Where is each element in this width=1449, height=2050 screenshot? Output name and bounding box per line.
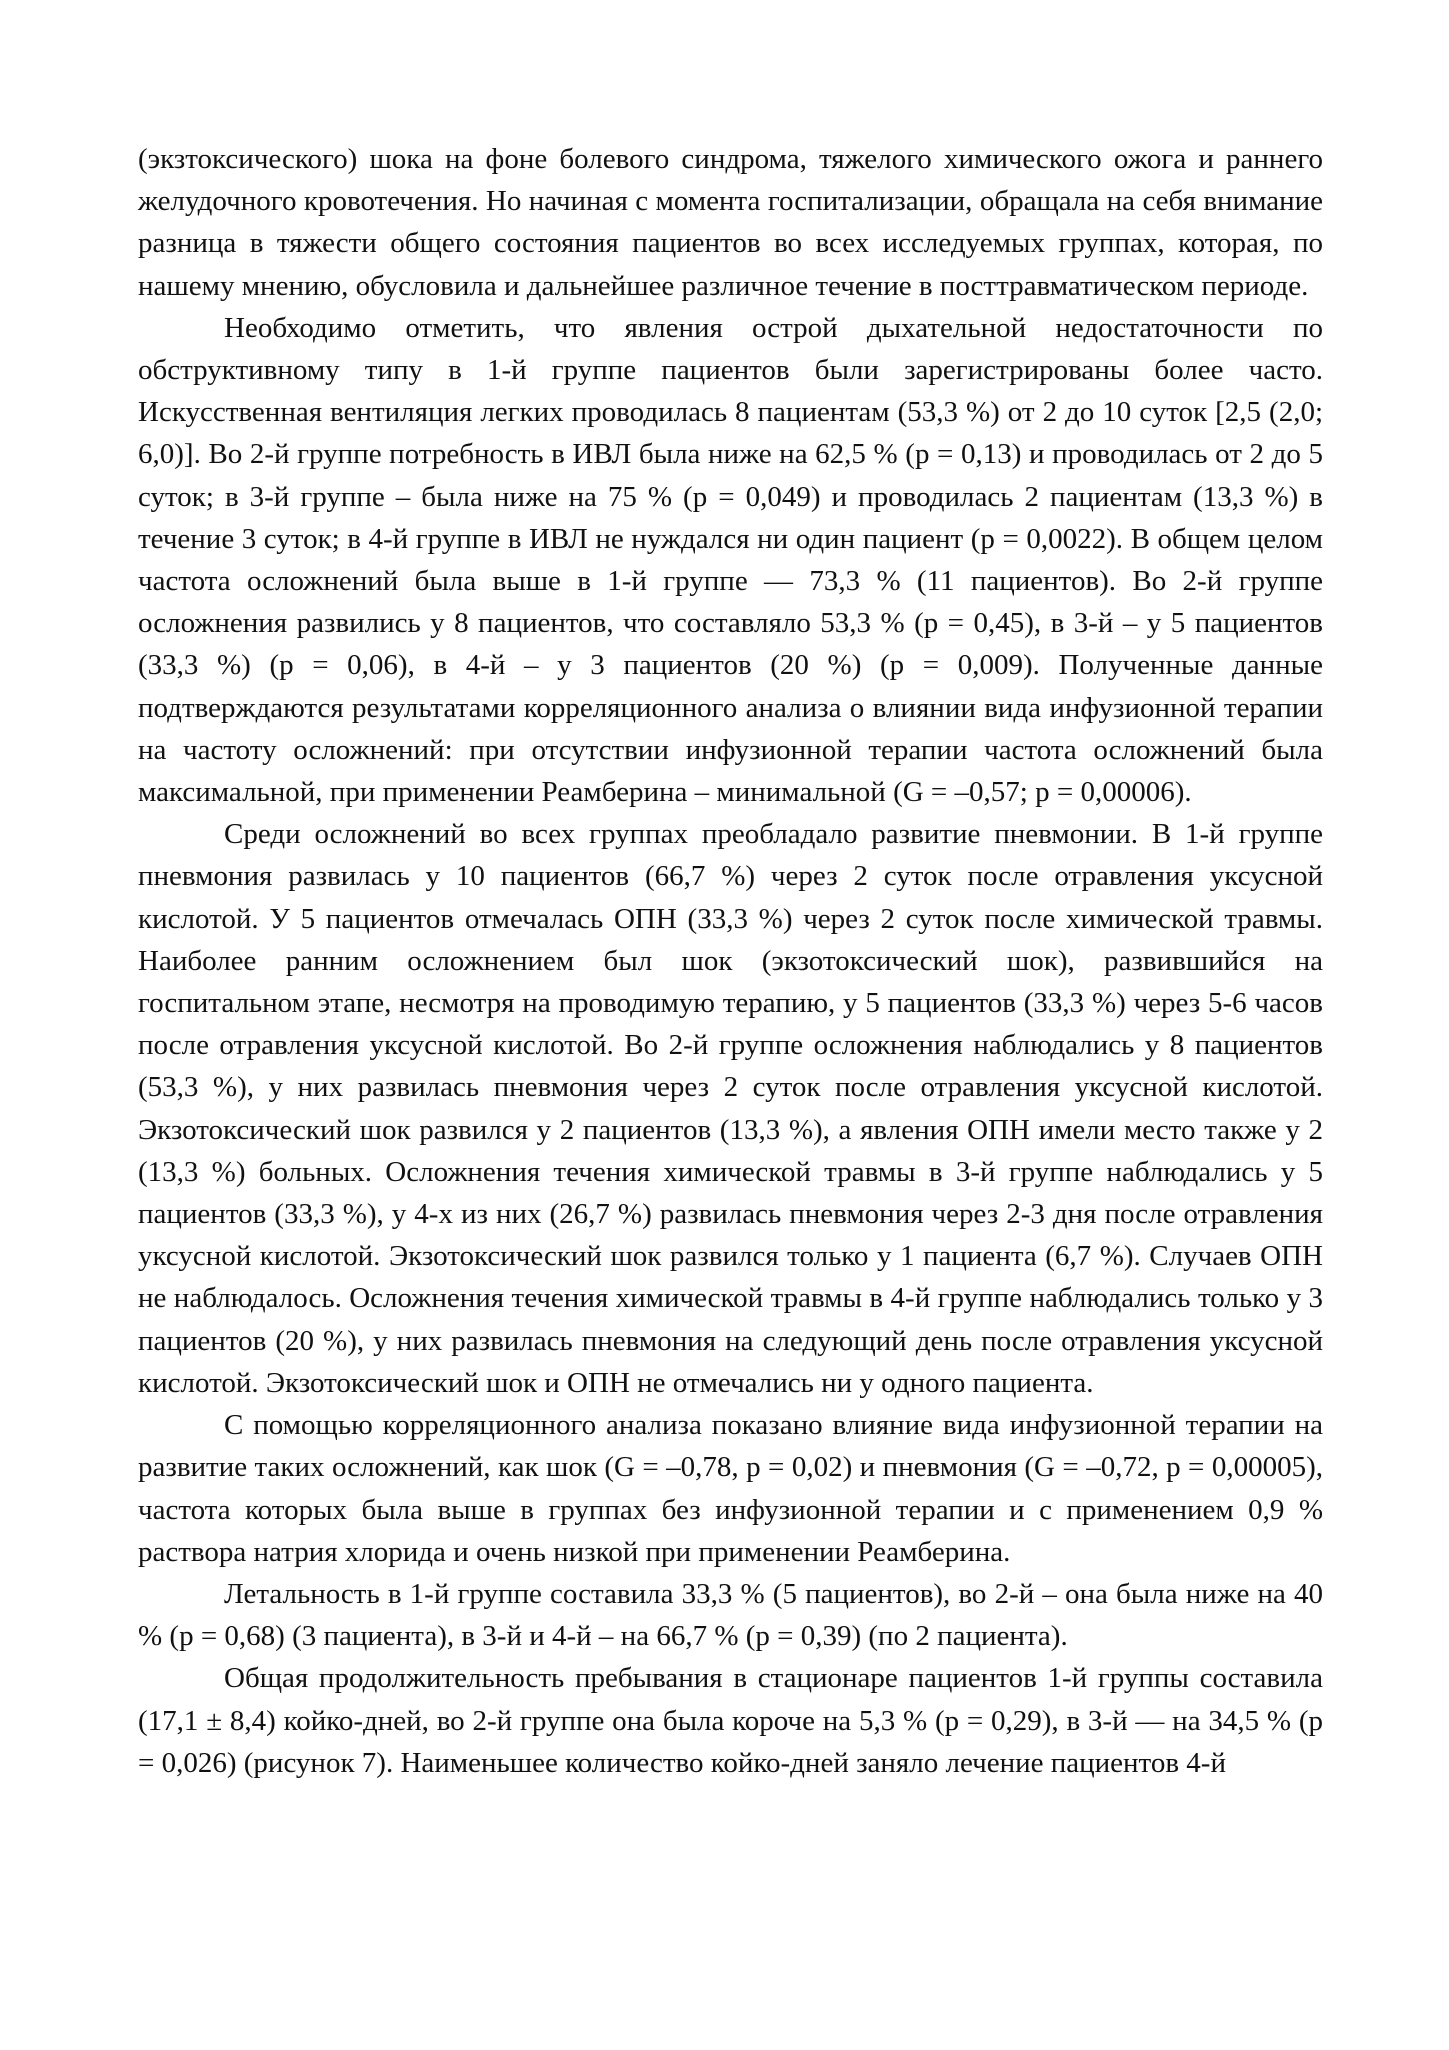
- paragraph-shock-continuation: (экзтоксического) шока на фоне болевого синдрома, тяжелого химического ожога и раннего желудочного кровотечения. Но начиная с момента госпитализации, обращала на себя внимание разница в тяжести общего состояния пациентов во всех исследуемых группах, которая, по нашему мнению, обусловила и дальнейшее различное течение в посттравматическом периоде.: [138, 143, 1323, 302]
- paragraph-complications: Среди осложнений во всех группах преобладало развитие пневмонии. В 1-й группе пневмония развилась у 10 пациентов (66,7 %) через 2 суток после отравления уксусной кислотой. У 5 пациентов отмечалась ОПН (33,3 %) через 2 суток после химической травмы. Наиболее ранним осложнением был шок (экзотоксический шок), развившийся на госпитальном этапе, несмотря на проводимую терапию, у 5 пациентов (33,3 %) через 5-6 часов после отравления уксусной кислотой. Во 2-й группе осложнения наблюдались у 8 пациентов (53,3 %), у них развилась пневмония через 2 суток после отравления уксусной кислотой. Экзотоксический шок развился у 2 пациентов (13,3 %), а явления ОПН имели место также у 2 (13,3 %) больных. Осложнения течения химической травмы в 3-й группе наблюдались у 5 пациентов (33,3 %), у 4-х из них (26,7 %) развилась пневмония через 2-3 дня после отравления уксусной кислотой. Экзотоксический шок развился только у 1 пациента (6,7 %). Случаев ОПН не наблюдалось. Осложнения течения химической травмы в 4-й группе наблюдались только у 3 пациентов (20 %), у них развилась пневмония на следующий день после отравления уксусной кислотой. Экзотоксический шок и ОПН не отмечались ни у одного пациента.: [138, 818, 1323, 1399]
- paragraph-correlation-analysis: С помощью корреляционного анализа показано влияние вида инфузионной терапии на развитие таких осложнений, как шок (G = –0,78, p = 0,02) и пневмония (G = –0,72, p = 0,00005), частота которых была выше в группах без инфузионной терапии и с применением 0,9 % раствора натрия хлорида и очень низкой при применении Реамберина.: [138, 1409, 1323, 1568]
- paragraph-mortality: Летальность в 1-й группе составила 33,3 % (5 пациентов), во 2-й – она была ниже на 40 % (p = 0,68) (3 пациента), в 3-й и 4-й – на 66,7 % (p = 0,39) (по 2 пациента).: [138, 1577, 1323, 1653]
- paragraph-respiratory-failure: Необходимо отметить, что явления острой дыхательной недостаточности по обструктивному типу в 1-й группе пациентов были зарегистрированы более часто. Искусственная вентиляция легких проводилась 8 пациентам (53,3 %) от 2 до 10 суток [2,5 (2,0; 6,0)]. Во 2-й группе потребность в ИВЛ была ниже на 62,5 % (p = 0,13) и проводилась от 2 до 5 суток; в 3-й группе – была ниже на 75 % (p = 0,049) и проводилась 2 пациентам (13,3 %) в течение 3 суток; в 4-й группе в ИВЛ не нуждался ни один пациент (p = 0,0022). В общем целом частота осложнений была выше в 1-й группе — 73,3 % (11 пациентов). Во 2-й группе осложнения развились у 8 пациентов, что составляло 53,3 % (p = 0,45), в 3-й – у 5 пациентов (33,3 %) (p = 0,06), в 4-й – у 3 пациентов (20 %) (p = 0,009). Полученные данные подтверждаются результатами корреляционного анализа о влиянии вида инфузионной терапии на частоту осложнений: при отсутствии инфузионной терапии частота осложнений была максимальной, при применении Реамберина – минимальной (G = –0,57; p = 0,00006).: [138, 311, 1323, 809]
- paragraph-hospital-stay: Общая продолжительность пребывания в стационаре пациентов 1-й группы составила (17,1 ± 8,4) койко-дней, во 2-й группе она была короче на 5,3 % (p = 0,29), в 3-й — на 34,5 % (p = 0,026) (рисунок 7). Наименьшее количество койко-дней заняло лечение пациентов 4-й: [138, 1662, 1323, 1779]
- document-page: [138, 138, 1323, 1784]
